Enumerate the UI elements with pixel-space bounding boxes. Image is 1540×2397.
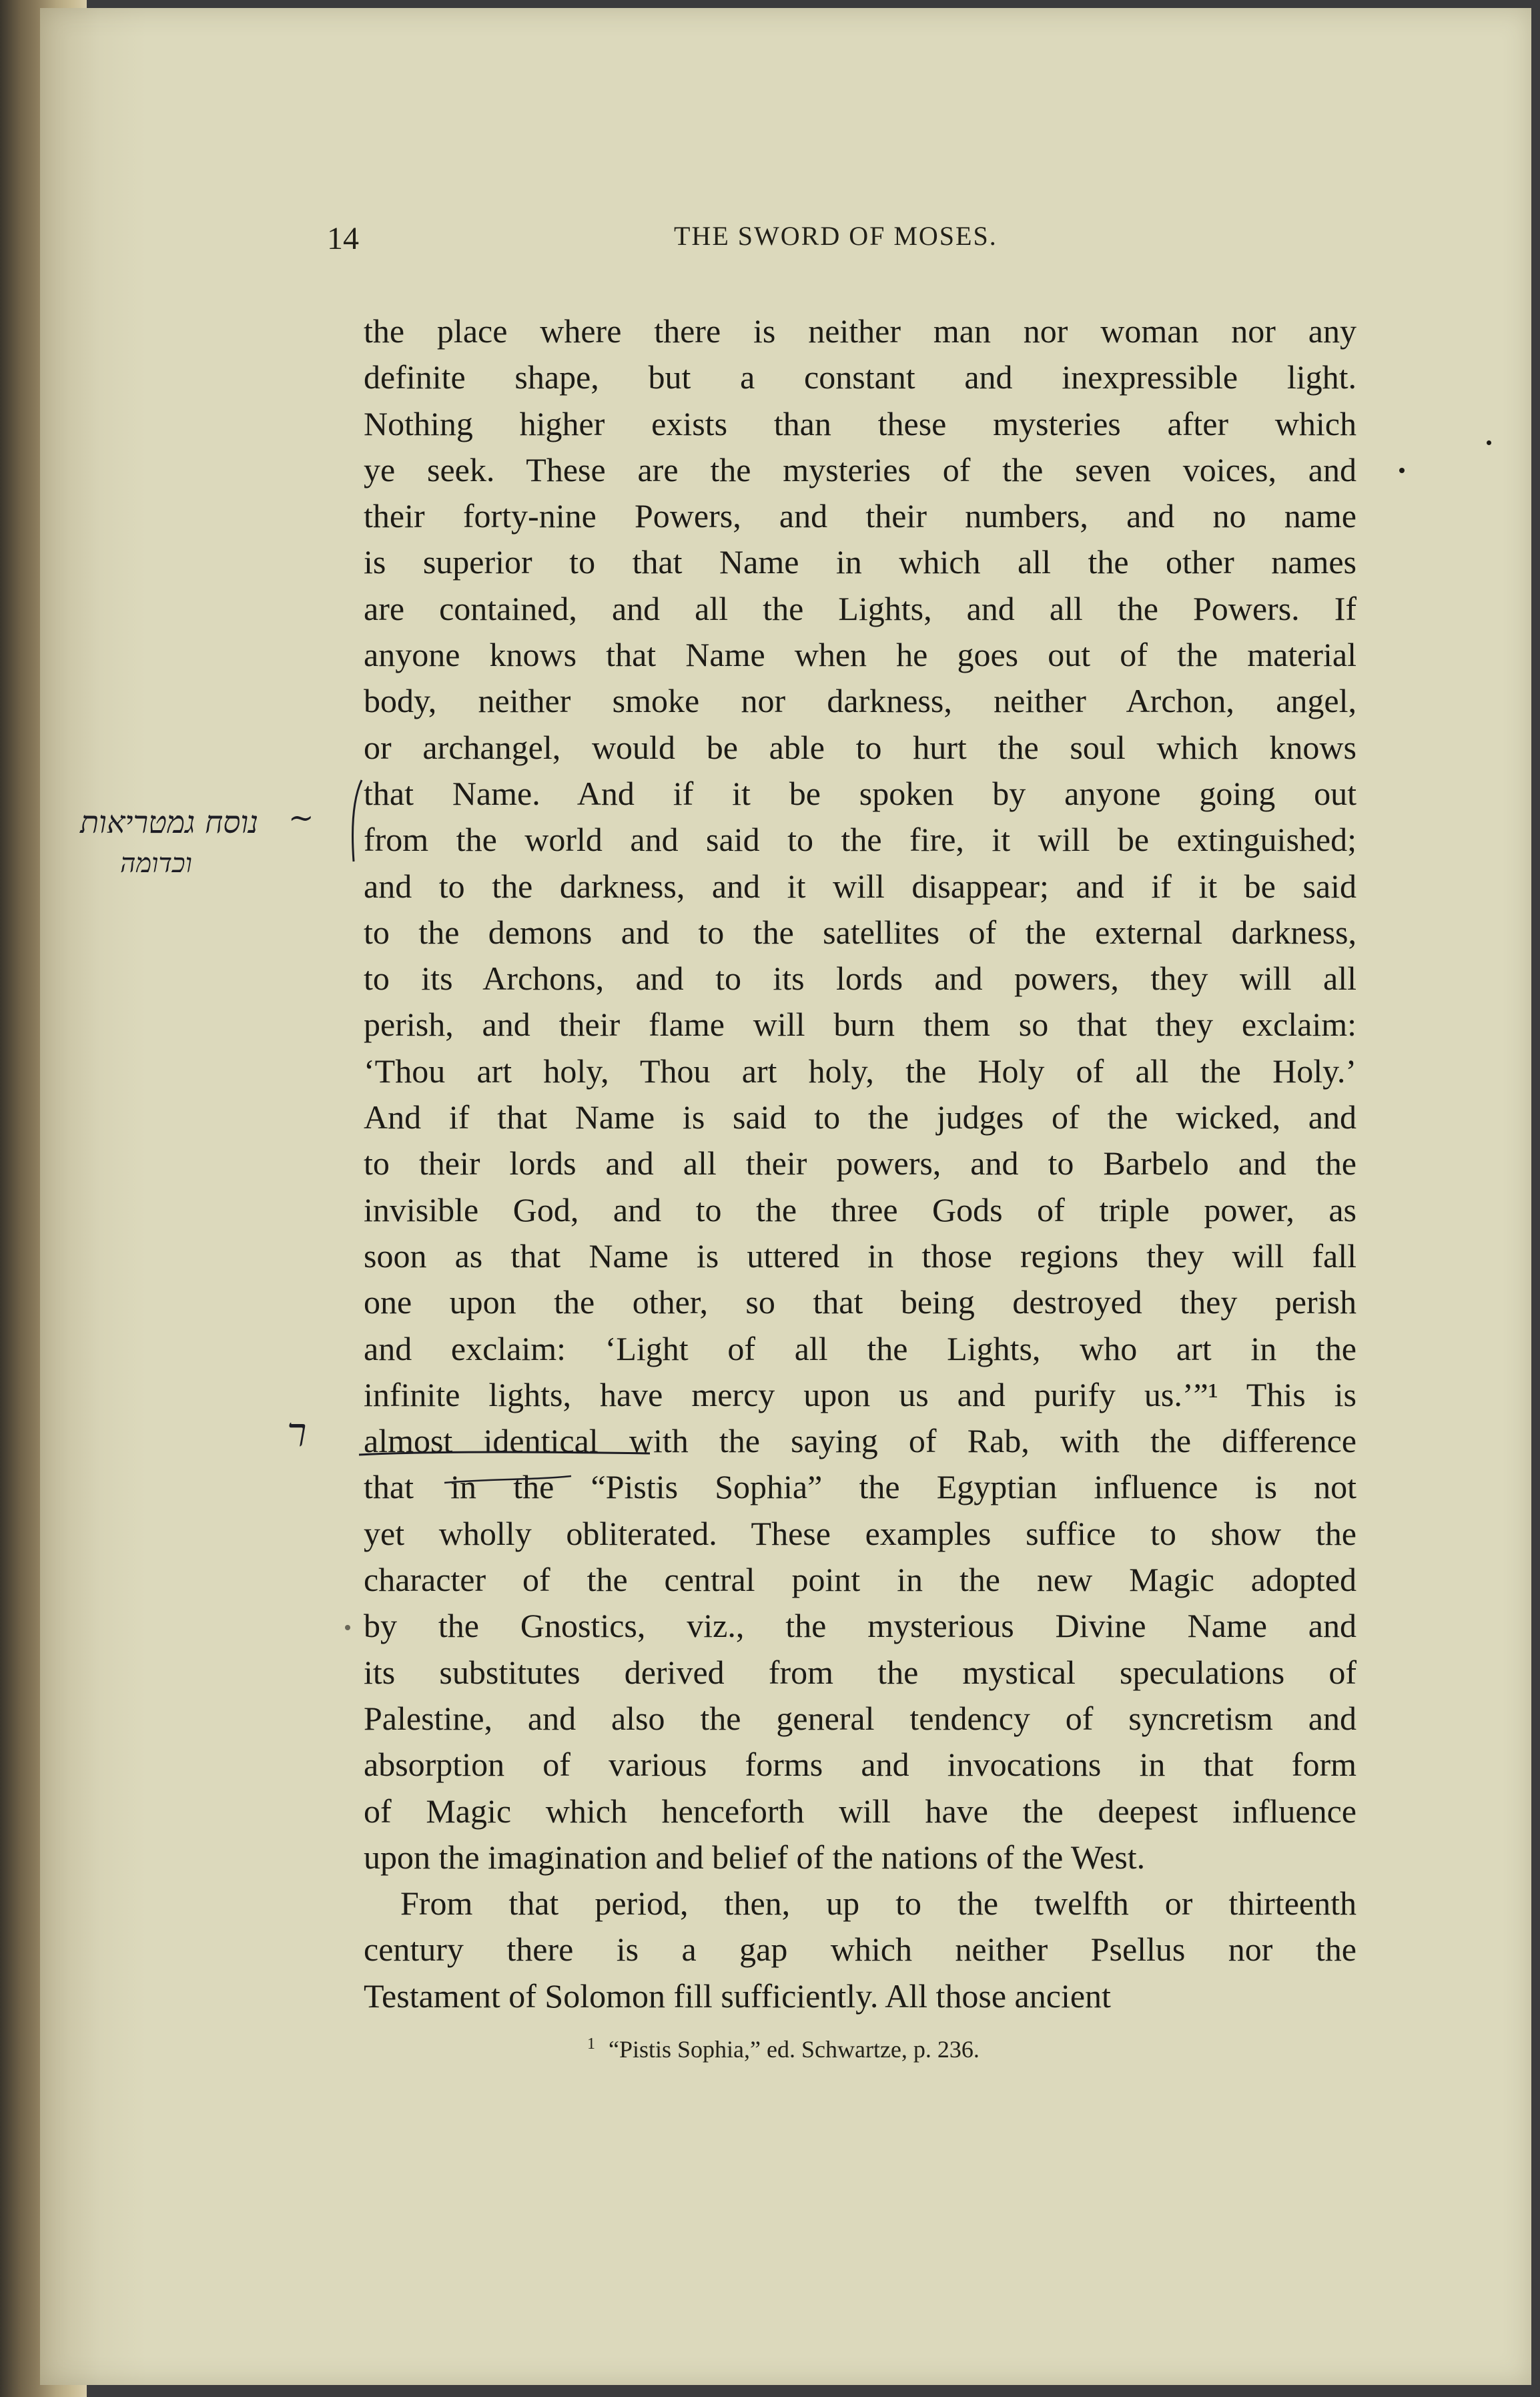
- text-line: is superior to that Name in which all the other names: [364, 543, 1357, 581]
- text-line: and to the darkness, and it will disappear; and if it be said: [364, 867, 1357, 905]
- text-line: absorption of various forms and invocations in that form: [364, 1746, 1357, 1784]
- margin-note-hebrew-1: נוסח גמטריאות: [80, 804, 259, 840]
- footnote: [587, 2035, 980, 2063]
- text-line: And if that Name is said to the judges of the wicked, and: [364, 1098, 1357, 1136]
- text-line: upon the imagination and belief of the nations of the West.: [364, 1838, 1146, 1876]
- margin-mark-2: ר: [287, 1409, 307, 1456]
- text-line: that in the “Pistis Sophia” the Egyptian influence is not: [364, 1468, 1357, 1506]
- text-line: or archangel, would be able to hurt the soul which knows: [364, 728, 1357, 766]
- ink-speck: [1487, 440, 1491, 445]
- text-line: that Name. And if it be spoken by anyone going out: [364, 774, 1357, 812]
- text-line: are contained, and all the Lights, and all the Powers. If: [364, 589, 1357, 627]
- text-line: one upon the other, so that being destroyed they perish: [364, 1283, 1357, 1321]
- text-line: Palestine, and also the general tendency of syncretism and: [364, 1699, 1357, 1737]
- text-line: century there is a gap which neither Psellus nor the: [364, 1931, 1357, 1969]
- text-line: invisible God, and to the three Gods of triple power, as: [364, 1190, 1357, 1229]
- text-line: body, neither smoke nor darkness, neither Archon, angel,: [364, 682, 1357, 720]
- footnote-text: “Pistis Sophia,” ed. Schwartze, p. 236.: [609, 2036, 980, 2063]
- text-line: to the demons and to the satellites of the external darkness,: [364, 913, 1357, 951]
- text-line: of Magic which henceforth will have the deepest influence: [364, 1792, 1357, 1830]
- page-number: 14: [327, 221, 359, 256]
- text-line: Nothing higher exists than these mysteries after which: [364, 404, 1357, 442]
- text-line: to its Archons, and to its lords and powers, they will all: [364, 960, 1357, 998]
- text-line: From that period, then, up to the twelfth or thirteenth: [400, 1885, 1357, 1923]
- text-line: by the Gnostics, viz., the mysterious Divine Name and: [364, 1607, 1357, 1645]
- text-line: from the world and said to the fire, it will be extinguished;: [364, 821, 1357, 859]
- text-line: perish, and their flame will burn them so that they exclaim:: [364, 1006, 1357, 1044]
- text-line: soon as that Name is uttered in those regions they will fall: [364, 1237, 1357, 1275]
- text-line: infinite lights, have mercy upon us and purify us.’”¹ This is: [364, 1375, 1357, 1413]
- text-line: ye seek. These are the mysteries of the seven voices, and: [364, 450, 1357, 488]
- text-line: Testament of Solomon fill sufficiently. All those ancient: [364, 1977, 1111, 2015]
- running-head: THE SWORD OF MOSES.: [674, 221, 998, 251]
- handwritten-underline: [358, 1449, 651, 1489]
- margin-mark-tilde: ~: [288, 799, 314, 835]
- text-line: ‘Thou art holy, Thou art holy, the Holy of all the Holy.’: [364, 1052, 1357, 1090]
- body-text: [364, 308, 1357, 2019]
- text-line: and exclaim: ‘Light of all the Lights, who art in the: [364, 1329, 1357, 1367]
- text-line: almost identical with the saying of Rab, with the difference: [364, 1422, 1357, 1460]
- text-line: yet wholly obliterated. These examples suffice to show the: [364, 1514, 1357, 1552]
- text-line: definite shape, but a constant and inexpressible light.: [364, 358, 1357, 396]
- margin-bracket-mark: [347, 777, 367, 864]
- text-line: its substitutes derived from the mystical speculations of: [364, 1653, 1357, 1691]
- text-line: to their lords and all their powers, and to Barbelo and the: [364, 1144, 1357, 1182]
- text-line: character of the central point in the new Magic adopted: [364, 1561, 1357, 1599]
- ink-speck: [1399, 468, 1405, 473]
- footnote-marker: 1: [587, 2035, 595, 2053]
- text-line: anyone knows that Name when he goes out of the material: [364, 636, 1357, 674]
- margin-note-hebrew-2: וכדומה: [120, 848, 192, 879]
- text-line: their forty-nine Powers, and their numbers, and no name: [364, 497, 1357, 535]
- text-line: the place where there is neither man nor woman nor any: [364, 312, 1357, 350]
- ink-speck: [345, 1625, 350, 1630]
